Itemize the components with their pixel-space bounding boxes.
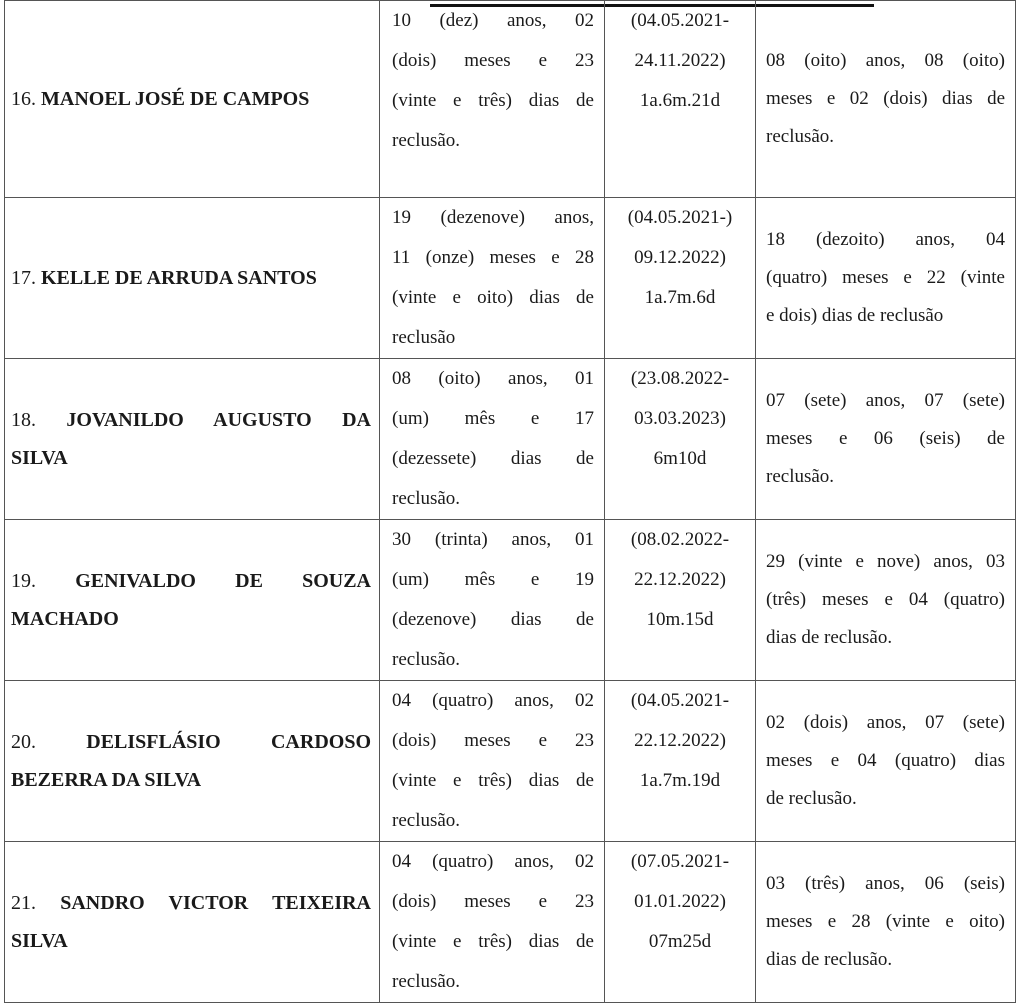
sentence-line: 04 (quatro) anos, 02	[392, 690, 594, 711]
name-line	[11, 401, 371, 439]
name-line	[11, 922, 371, 960]
period-line: 1a.7m.6d	[644, 287, 716, 308]
original-sentence-cell	[380, 359, 605, 520]
period-line: 24.11.2022)	[634, 50, 726, 71]
row-number: 16.	[11, 88, 36, 110]
defendant-name: MACHADO	[11, 608, 119, 630]
period-line: 1a.6m.21d	[639, 90, 721, 111]
name-line	[11, 80, 371, 118]
sentence-line: reclusão.	[392, 971, 461, 992]
name-line	[11, 723, 371, 761]
sentence-line: 08 (oito) anos, 01	[392, 368, 594, 389]
defendant-name: SILVA	[11, 447, 68, 469]
defendant-name-cell	[5, 520, 380, 681]
period-cell	[605, 359, 756, 520]
period-line: 22.12.2022)	[634, 569, 726, 590]
original-sentence-cell	[380, 198, 605, 359]
defendant-name-cell	[5, 1, 380, 198]
row-number: 21.	[11, 892, 36, 914]
period-cell	[605, 198, 756, 359]
result-line: meses e 02 (dois) dias de	[766, 88, 1005, 109]
name-line	[11, 600, 371, 638]
result-line: meses e 06 (seis) de	[766, 428, 1005, 449]
name-line	[11, 259, 371, 297]
defendant-name: SANDRO VICTOR TEIXEIRA	[60, 892, 371, 914]
original-sentence-cell	[380, 1, 605, 198]
period-line: 01.01.2022)	[634, 891, 726, 912]
remaining-sentence-cell	[756, 1, 1016, 198]
period-line: (07.05.2021-	[630, 851, 730, 872]
result-line: reclusão.	[766, 126, 835, 147]
result-line: 07 (sete) anos, 07 (sete)	[766, 390, 1005, 411]
defendant-name-cell	[5, 359, 380, 520]
name-line	[11, 562, 371, 600]
row-number: 20.	[11, 731, 36, 753]
sentence-line: reclusão	[392, 327, 456, 348]
sentence-line: (dois) meses e 23	[392, 730, 594, 751]
defendant-name-cell	[5, 198, 380, 359]
period-line: 03.03.2023)	[634, 408, 726, 429]
name-line	[11, 884, 371, 922]
period-line: 6m10d	[653, 448, 707, 469]
sentence-line: (um) mês e 19	[392, 569, 594, 590]
defendant-name: SILVA	[11, 930, 68, 952]
table-row	[5, 681, 1016, 842]
result-line: 18 (dezoito) anos, 04	[766, 229, 1005, 250]
remaining-sentence-cell	[756, 681, 1016, 842]
result-line: de reclusão.	[766, 788, 857, 809]
sentence-line: reclusão.	[392, 810, 461, 831]
table-row	[5, 842, 1016, 1003]
result-line: meses e 28 (vinte e oito)	[766, 911, 1005, 932]
sentence-line: (dois) meses e 23	[392, 891, 594, 912]
defendant-name: DELISFLÁSIO CARDOSO	[86, 731, 371, 753]
sentence-line: (vinte e três) dias de	[392, 931, 594, 952]
sentence-line: reclusão.	[392, 130, 461, 151]
defendant-name: MANOEL JOSÉ DE CAMPOS	[41, 88, 310, 110]
period-cell	[605, 1, 756, 198]
table-row	[5, 1, 1016, 198]
defendant-name: JOVANILDO AUGUSTO DA	[66, 409, 372, 431]
period-cell	[605, 681, 756, 842]
row-number: 19.	[11, 570, 36, 592]
result-line: 08 (oito) anos, 08 (oito)	[766, 50, 1005, 71]
result-line: (quatro) meses e 22 (vinte	[766, 267, 1005, 288]
table-row	[5, 520, 1016, 681]
period-line: (04.05.2021-)	[627, 207, 733, 228]
period-line: (04.05.2021-	[630, 690, 730, 711]
result-line: 02 (dois) anos, 07 (sete)	[766, 712, 1005, 733]
sentence-line: (dois) meses e 23	[392, 50, 594, 71]
sentence-line: (dezenove) dias de	[392, 609, 594, 630]
result-line: reclusão.	[766, 466, 835, 487]
period-line: 1a.7m.19d	[639, 770, 721, 791]
sentence-table	[4, 0, 1016, 1003]
sentence-line: 04 (quatro) anos, 02	[392, 851, 594, 872]
sentence-line: (vinte e três) dias de	[392, 90, 594, 111]
result-line: (três) meses e 04 (quatro)	[766, 589, 1005, 610]
period-line: 10m.15d	[646, 609, 714, 630]
name-line	[11, 439, 371, 477]
original-sentence-cell	[380, 842, 605, 1003]
defendant-name: GENIVALDO DE SOUZA	[75, 570, 372, 592]
row-number: 17.	[11, 267, 36, 289]
sentence-line: (vinte e três) dias de	[392, 770, 594, 791]
period-line: 07m25d	[648, 931, 712, 952]
defendant-name: KELLE DE ARRUDA SANTOS	[41, 267, 317, 289]
period-cell	[605, 520, 756, 681]
sentence-line: reclusão.	[392, 488, 461, 509]
sentence-line: 19 (dezenove) anos,	[392, 207, 594, 228]
sentence-line: reclusão.	[392, 649, 461, 670]
period-cell	[605, 842, 756, 1003]
remaining-sentence-cell	[756, 198, 1016, 359]
sentence-line: 30 (trinta) anos, 01	[392, 529, 594, 550]
defendant-name-cell	[5, 681, 380, 842]
sentence-line: (vinte e oito) dias de	[392, 287, 594, 308]
remaining-sentence-cell	[756, 520, 1016, 681]
result-line: dias de reclusão.	[766, 949, 893, 970]
result-line: meses e 04 (quatro) dias	[766, 750, 1005, 771]
original-sentence-cell	[380, 520, 605, 681]
table-row	[5, 359, 1016, 520]
period-line: (04.05.2021-	[630, 10, 730, 31]
result-line: dias de reclusão.	[766, 627, 893, 648]
period-line: 09.12.2022)	[634, 247, 726, 268]
remaining-sentence-cell	[756, 842, 1016, 1003]
result-line: 03 (três) anos, 06 (seis)	[766, 873, 1005, 894]
period-line: 22.12.2022)	[634, 730, 726, 751]
result-line: 29 (vinte e nove) anos, 03	[766, 551, 1005, 572]
period-line: (08.02.2022-	[630, 529, 730, 550]
sentence-line: 10 (dez) anos, 02	[392, 10, 594, 31]
sentence-line: (um) mês e 17	[392, 408, 594, 429]
row-number: 18.	[11, 409, 36, 431]
result-line: e dois) dias de reclusão	[766, 305, 944, 326]
defendant-name: BEZERRA DA SILVA	[11, 769, 202, 791]
name-line	[11, 761, 371, 799]
original-sentence-cell	[380, 681, 605, 842]
sentence-line: (dezessete) dias de	[392, 448, 594, 469]
sentence-line: 11 (onze) meses e 28	[392, 247, 594, 268]
defendant-name-cell	[5, 842, 380, 1003]
period-line: (23.08.2022-	[630, 368, 730, 389]
remaining-sentence-cell	[756, 359, 1016, 520]
table-row	[5, 198, 1016, 359]
